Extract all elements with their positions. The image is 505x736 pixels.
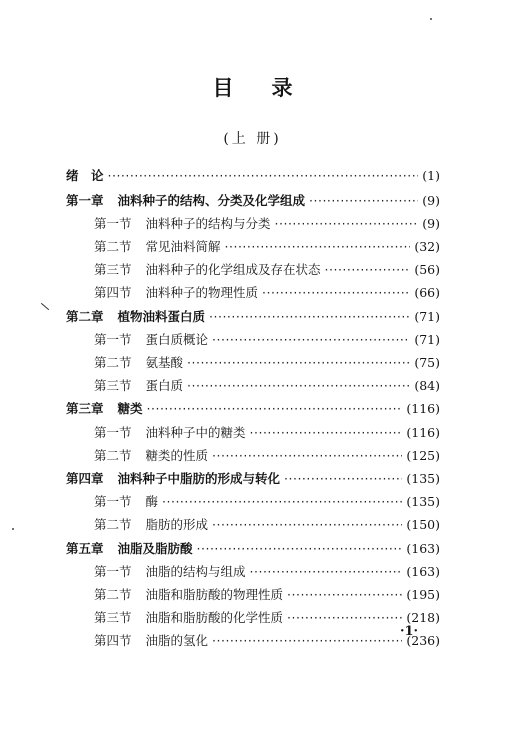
- toc-page-ref: (135): [406, 494, 440, 509]
- toc-page-ref: (195): [406, 587, 440, 602]
- toc-title: 油料种子的物理性质: [145, 285, 259, 300]
- toc-chapter-row: [66, 308, 440, 326]
- toc-title: 油脂和脂肪酸的物理性质: [145, 587, 284, 602]
- toc-label: 第二节: [94, 517, 132, 532]
- toc-chapter-row: [66, 192, 440, 210]
- leader-dots: [187, 354, 410, 372]
- toc-label: 第三章: [66, 401, 104, 416]
- toc-label: 第三节: [94, 378, 132, 393]
- leader-dots: [209, 308, 410, 326]
- toc-chapter-row: [66, 400, 440, 418]
- leader-dots: [287, 586, 402, 604]
- toc-page-ref: (32): [414, 239, 440, 254]
- toc-section-row: [94, 493, 440, 511]
- toc-section-row: [94, 586, 440, 604]
- toc-title: 氨基酸: [145, 355, 184, 370]
- toc-page-ref: (1): [422, 168, 440, 183]
- leader-dots: [212, 632, 402, 650]
- leader-dots: [147, 400, 403, 418]
- toc-chapter-row: [66, 167, 440, 185]
- toc-section-row: [94, 563, 440, 581]
- toc-title: 脂肪的形成: [145, 517, 209, 532]
- toc-label: 绪 论: [66, 168, 104, 183]
- toc-label: 第二节: [94, 448, 132, 463]
- toc-title: 油料种子的化学组成及存在状态: [145, 262, 321, 277]
- toc-section-row: [94, 377, 440, 395]
- toc-label: 第一节: [94, 494, 132, 509]
- leader-dots: [262, 284, 410, 302]
- toc-page-ref: (150): [406, 517, 440, 532]
- toc-title: 糖类的性质: [145, 448, 209, 463]
- toc-title: 油脂的氢化: [145, 633, 209, 648]
- toc-label: 第二节: [94, 355, 132, 370]
- leader-dots: [275, 215, 419, 233]
- leader-dots: [250, 424, 403, 442]
- toc-section-row: [94, 261, 440, 279]
- toc-title: 常见油料简解: [145, 239, 221, 254]
- toc-label: 第二节: [94, 587, 132, 602]
- scan-speck: [12, 528, 14, 530]
- toc-chapter-row: [66, 470, 440, 488]
- toc-title: 酶: [145, 494, 159, 509]
- leader-dots: [250, 563, 403, 581]
- toc-title: 油料种子中脂肪的形成与转化: [117, 471, 281, 486]
- volume-label: (上 册): [223, 131, 282, 147]
- toc-page-ref: (9): [422, 193, 440, 208]
- page-number: ·1·: [399, 624, 419, 639]
- toc-label: 第三节: [94, 262, 132, 277]
- leader-dots: [284, 470, 402, 488]
- toc-chapter-row: [66, 540, 440, 558]
- toc-page-ref: (56): [414, 262, 440, 277]
- leader-dots: [162, 493, 402, 511]
- toc-label: 第四节: [94, 285, 132, 300]
- toc-page-ref: (218): [406, 610, 440, 625]
- leader-dots: [212, 447, 402, 465]
- toc-section-row: [94, 354, 440, 372]
- toc-page-ref: (84): [414, 378, 440, 393]
- toc-label: 第一节: [94, 425, 132, 440]
- toc-title: 植物油料蛋白质: [117, 309, 206, 324]
- toc-page-ref: (163): [406, 541, 440, 556]
- leader-dots: [212, 331, 410, 349]
- toc-section-row: [94, 516, 440, 534]
- toc-label: 第二章: [66, 309, 104, 324]
- toc-page-ref: (135): [406, 471, 440, 486]
- toc-title: 油脂及脂肪酸: [117, 541, 193, 556]
- toc-page-ref: (116): [406, 425, 440, 440]
- leader-dots: [108, 167, 419, 185]
- toc-label: 第四节: [94, 633, 132, 648]
- toc-label: 第一章: [66, 193, 104, 208]
- toc-title: 蛋白质概论: [145, 332, 209, 347]
- toc-title: 糖类: [117, 401, 143, 416]
- toc-title: 油脂和脂肪酸的化学性质: [145, 610, 284, 625]
- toc-page-ref: (125): [406, 448, 440, 463]
- toc-title: 油料种子的结构与分类: [145, 216, 271, 231]
- toc-section-row: [94, 284, 440, 302]
- leader-dots: [187, 377, 410, 395]
- scan-mark: [41, 303, 49, 310]
- toc-label: 第一节: [94, 564, 132, 579]
- toc-page-ref: (75): [414, 355, 440, 370]
- toc-page-ref: (71): [414, 309, 440, 324]
- toc-page-ref: (163): [406, 564, 440, 579]
- leader-dots: [309, 192, 418, 210]
- leader-dots: [325, 261, 411, 279]
- leader-dots: [225, 238, 411, 256]
- toc-page-ref: (71): [414, 332, 440, 347]
- toc-section-row: [94, 331, 440, 349]
- toc-page-ref: (66): [414, 285, 440, 300]
- toc-label: 第一节: [94, 216, 132, 231]
- toc-label: 第一节: [94, 332, 132, 347]
- toc-section-row: [94, 215, 440, 233]
- toc-page-ref: (236): [406, 633, 440, 648]
- scan-speck: [430, 18, 432, 20]
- toc-section-row: [94, 447, 440, 465]
- leader-dots: [212, 516, 402, 534]
- toc-label: 第五章: [66, 541, 104, 556]
- toc-page-ref: (116): [406, 401, 440, 416]
- toc-section-row: [94, 424, 440, 442]
- leader-dots: [197, 540, 403, 558]
- toc-title: 蛋白质: [145, 378, 184, 393]
- toc-label: 第二节: [94, 239, 132, 254]
- toc-label: 第四章: [66, 471, 104, 486]
- toc-page-ref: (9): [422, 216, 440, 231]
- toc-title: 油料种子中的糖类: [145, 425, 246, 440]
- toc-label: 第三节: [94, 610, 132, 625]
- page-title: 目录: [212, 76, 331, 100]
- toc-title: 油料种子的结构、分类及化学组成: [117, 193, 306, 208]
- toc-title: 油脂的结构与组成: [145, 564, 246, 579]
- toc-section-row: [94, 238, 440, 256]
